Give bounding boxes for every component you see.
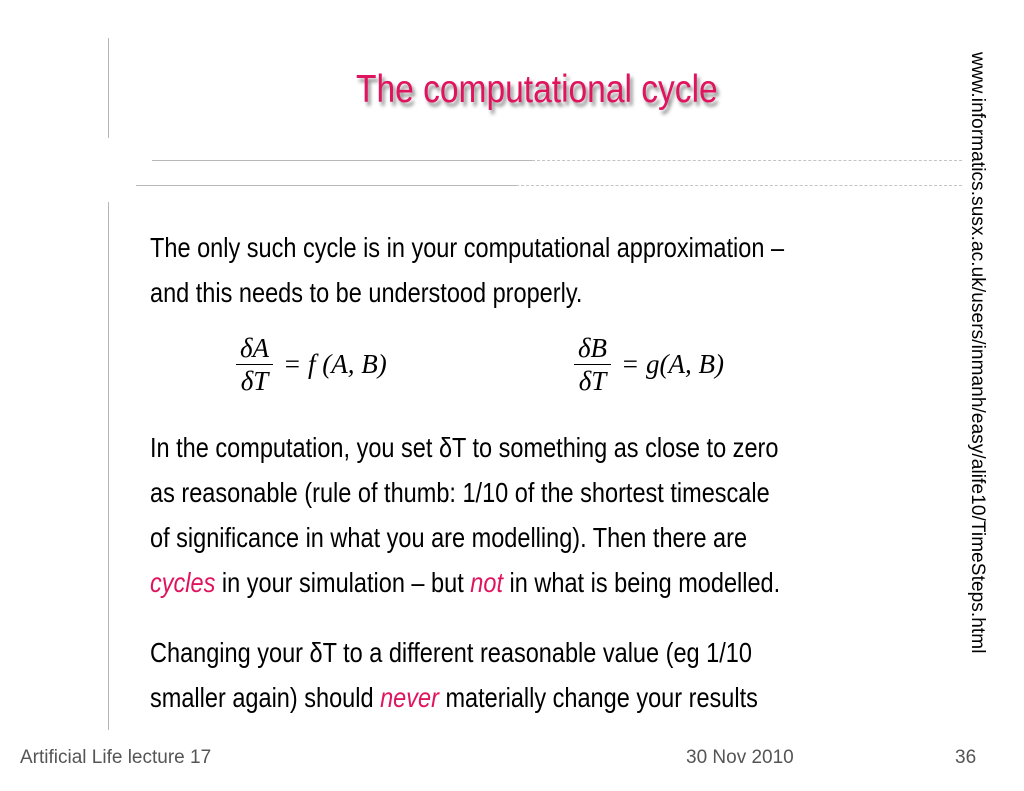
fraction-numerator: δA bbox=[240, 333, 270, 363]
fraction-denominator: δT bbox=[240, 366, 269, 396]
paragraph-computation-line: as reasonable (rule of thumb: 1/10 of the shortest timescale bbox=[150, 477, 770, 508]
footer-lecture-name: Artificial Life lecture 17 bbox=[20, 747, 212, 768]
paragraph-computation-line: In the computation, you set δT to something as close to zero bbox=[150, 432, 779, 463]
fraction-denominator: δT bbox=[578, 366, 607, 396]
paragraph-computation-line bbox=[150, 560, 822, 605]
paragraph-changing-line bbox=[150, 675, 822, 720]
footer-date: 30 Nov 2010 bbox=[686, 747, 794, 768]
text-fragment: smaller again) should bbox=[150, 682, 381, 713]
paragraph-computation-line: of significance in what you are modelling). Then there are bbox=[150, 522, 748, 553]
fraction-numerator: δB bbox=[578, 333, 608, 363]
equation-rhs: = f (A, B) bbox=[283, 349, 387, 379]
paragraph-intro bbox=[150, 225, 822, 315]
paragraph-intro-line: The only such cycle is in your computational approximation – bbox=[150, 232, 785, 263]
footer-page-number: 36 bbox=[955, 747, 977, 768]
equation-dB-dT bbox=[574, 332, 724, 397]
paragraph-changing-line: Changing your δT to a different reasonable value (eg 1/10 bbox=[150, 637, 752, 668]
body-vertical-rule bbox=[108, 202, 109, 730]
paragraph-intro-line: and this needs to be understood properly. bbox=[150, 277, 583, 308]
source-url: www.informatics.susx.ac.uk/users/inmanh/easy/alife10/TimeSteps.html bbox=[967, 52, 988, 654]
text-fragment: in your simulation – but bbox=[215, 567, 471, 598]
slide-title: The computational cycle bbox=[356, 68, 718, 111]
top-vertical-rule bbox=[108, 38, 109, 138]
title-underline-dashed-2 bbox=[516, 185, 962, 186]
text-fragment: in what is being modelled. bbox=[502, 567, 781, 598]
fraction bbox=[574, 332, 611, 397]
paragraph-computation bbox=[150, 425, 822, 605]
emphasis-not: not bbox=[470, 567, 503, 598]
equation-rhs: = g(A, B) bbox=[621, 349, 724, 379]
emphasis-never: never bbox=[380, 682, 439, 713]
title-underline-dashed-1 bbox=[532, 160, 962, 161]
title-underline-solid-2 bbox=[136, 185, 516, 186]
paragraph-changing bbox=[150, 630, 822, 720]
title-underline-solid-1 bbox=[152, 160, 532, 161]
equation-dA-dT bbox=[236, 332, 387, 397]
text-fragment: materially change your results bbox=[438, 682, 758, 713]
fraction bbox=[236, 332, 273, 397]
emphasis-cycles: cycles bbox=[150, 567, 216, 598]
